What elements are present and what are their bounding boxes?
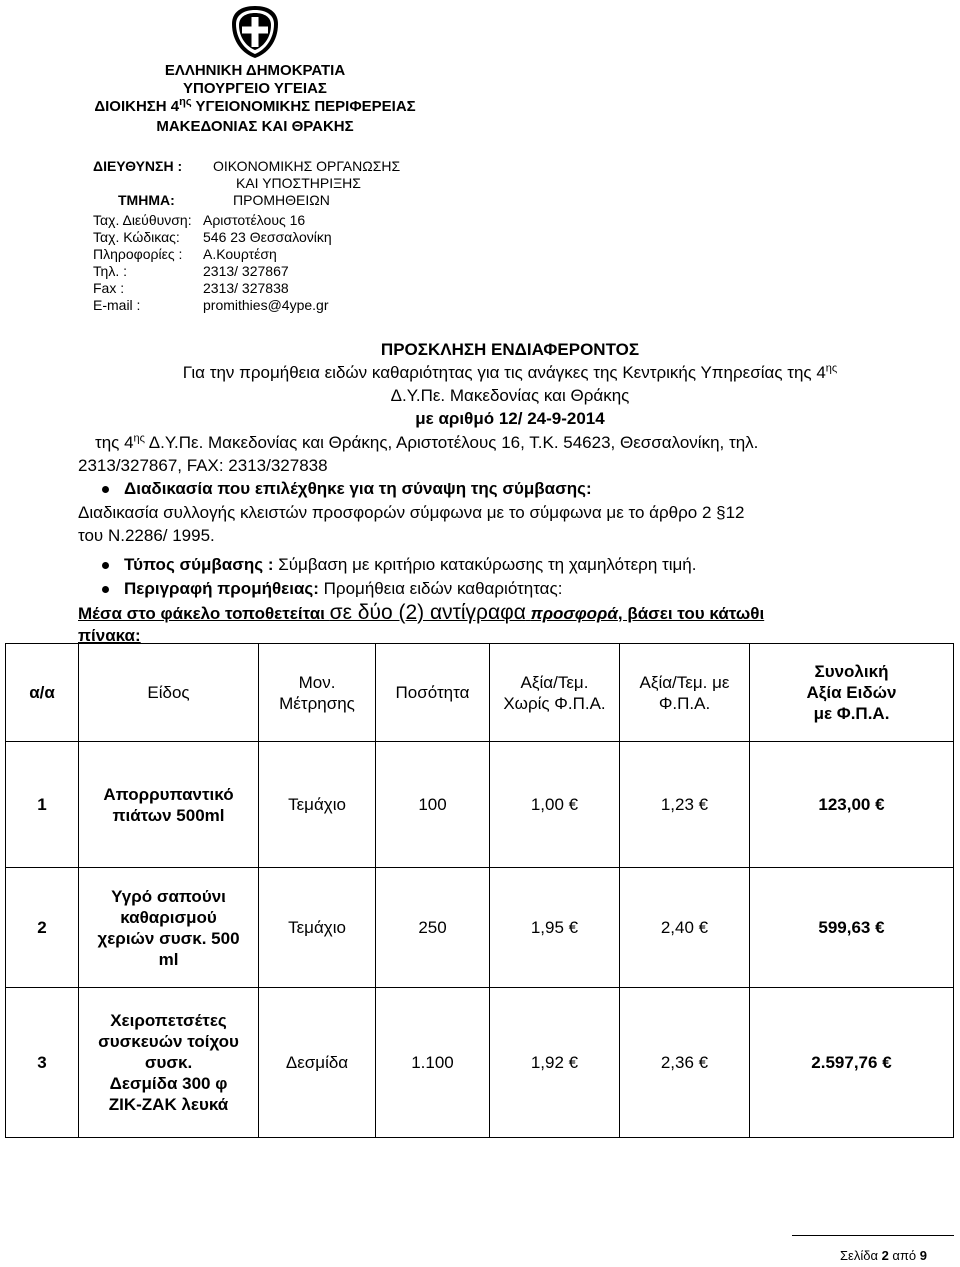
euro-icon: € bbox=[568, 1053, 579, 1072]
cell-price: 1,00 € bbox=[490, 742, 620, 868]
items-table bbox=[5, 643, 954, 1138]
bullet-dot-icon bbox=[102, 586, 109, 593]
euro-icon: € bbox=[698, 1053, 709, 1072]
header-region: ΜΑΚΕΔΟΝΙΑΣ ΚΑΙ ΘΡΑΚΗΣ bbox=[156, 118, 354, 135]
cell-price-vat: 2,40 € bbox=[620, 868, 750, 988]
bullet-procedure-text: Διαδικασία συλλογής κλειστών προσφορών σύμφωνα με το σύμφωνα με το άρθρο 2 §12 bbox=[78, 503, 745, 522]
bullet-dot-icon bbox=[102, 486, 109, 493]
bullet-procedure-text-2: του Ν.2286/ 1995. bbox=[78, 526, 215, 545]
header-price-vat: Αξία/Τεμ. με Φ.Π.Α. bbox=[620, 644, 750, 742]
contact-row: Ταχ. Διεύθυνση: Αριστοτέλους 16 bbox=[93, 212, 306, 228]
header-ministry: ΥΠΟΥΡΓΕΙΟ ΥΓΕΙΑΣ bbox=[183, 80, 327, 97]
contact-row: Ταχ. Κώδικας: 546 23 Θεσσαλονίκη bbox=[93, 229, 332, 245]
footer-divider bbox=[792, 1235, 954, 1236]
euro-icon: € bbox=[698, 795, 709, 814]
cell-qty: 1.100 bbox=[376, 988, 490, 1138]
invitation-number: με αριθμό 12/ 24-9-2014 bbox=[415, 409, 605, 428]
cell-aa: 1 bbox=[6, 742, 79, 868]
cell-price: 1,95 € bbox=[490, 868, 620, 988]
cell-item: Απορρυπαντικό πιάτων 500ml bbox=[79, 742, 259, 868]
envelope-instruction: Μέσα στο φάκελο τοποθετείται σε δύο (2) αντίγραφα προσφορά, βάσει του κάτωθι bbox=[78, 601, 765, 624]
invitation-phone-fax: 2313/327867, FAX: 2313/327838 bbox=[78, 456, 328, 475]
contact-block bbox=[93, 212, 513, 314]
cell-unit: Δεσμίδα bbox=[259, 988, 376, 1138]
cell-price-vat: 2,36 € bbox=[620, 988, 750, 1138]
cell-total: 123,00 € bbox=[750, 742, 954, 868]
contact-row: E-mail : promithies@4ype.gr bbox=[93, 297, 329, 313]
table-row bbox=[6, 868, 954, 988]
directorate-row: ΔΙΕΥΘΥΝΣΗ : ΟΙΚΟΝΟΜΙΚΗΣ ΟΡΓΑΝΩΣΗΣ bbox=[93, 158, 401, 174]
table-header-row bbox=[6, 644, 954, 742]
euro-icon: € bbox=[568, 918, 579, 937]
cell-price-vat: 1,23 € bbox=[620, 742, 750, 868]
directorate-row: ΤΜΗΜΑ: ΠΡΟΜΗΘΕΙΩΝ bbox=[118, 192, 330, 208]
cell-price: 1,92 € bbox=[490, 988, 620, 1138]
bullet-contract-type: Τύπος σύμβασης : Σύμβαση με κριτήριο κατακύρωσης τη χαμηλότερη τιμή. bbox=[124, 555, 697, 574]
contact-row: Τηλ. : 2313/ 327867 bbox=[93, 263, 289, 279]
invitation-subject: Για την προμήθεια ειδών καθαριότητας για τις ανάγκες της Κεντρικής Υπηρεσίας της $4^{\eta\varsigma}$ bbox=[182, 362, 838, 382]
contact-row: Fax : 2313/ 327838 bbox=[93, 280, 289, 296]
header-item: Είδος bbox=[79, 644, 259, 742]
invitation-subject-line2: Δ.Υ.Πε. Μακεδονίας και Θράκης bbox=[390, 386, 630, 405]
envelope-instruction-line2: πίνακα: bbox=[78, 626, 141, 645]
invitation-title: ΠΡΟΣΚΛΗΣΗ ΕΝΔΙΑΦΕΡΟΝΤΟΣ bbox=[380, 340, 640, 359]
header-aa: α/α bbox=[6, 644, 79, 742]
euro-icon: € bbox=[882, 1053, 892, 1072]
euro-icon: € bbox=[875, 918, 885, 937]
directorate-block bbox=[93, 158, 513, 209]
greek-coat-of-arms-icon bbox=[229, 4, 281, 60]
cell-item: Υγρό σαπούνι καθαρισμού χεριών συσκ. 500 ml bbox=[79, 868, 259, 988]
header-administration: ΔΙΟΙΚΗΣΗ $4^{\eta\varsigma}$ ΥΓΕΙΟΝΟΜΙΚΗΣ ΠΕΡΙΦΕΡΕΙΑΣ bbox=[94, 96, 416, 115]
cell-aa: 2 bbox=[6, 868, 79, 988]
cell-qty: 250 bbox=[376, 868, 490, 988]
page-number: Σελίδα 2 από 9 bbox=[839, 1248, 927, 1263]
cell-unit: Τεμάχιο bbox=[259, 742, 376, 868]
cell-total: 2.597,76 € bbox=[750, 988, 954, 1138]
euro-icon: € bbox=[875, 795, 885, 814]
bullet-dot-icon bbox=[102, 562, 109, 569]
euro-icon: € bbox=[698, 918, 709, 937]
invitation-address: της $4^{\eta\varsigma}$ Δ.Υ.Πε. Μακεδονίας και Θράκης, Αριστοτέλους 16, Τ.Κ. 54623, Θεσσαλονίκη, τηλ. bbox=[95, 432, 759, 452]
header-country: ΕΛΛΗΝΙΚΗ ΔΗΜΟΚΡΑΤΙΑ bbox=[164, 62, 346, 79]
header-unit: Μον. Μέτρησης bbox=[259, 644, 376, 742]
cell-aa: 3 bbox=[6, 988, 79, 1138]
cell-item: Χειροπετσέτες συσκευών τοίχου συσκ. Δεσμίδα 300 φ ΖΙΚ-ΖΑΚ λευκά bbox=[79, 988, 259, 1138]
cell-total: 599,63 € bbox=[750, 868, 954, 988]
euro-icon: € bbox=[568, 795, 579, 814]
bullet-procedure-label: Διαδικασία που επιλέχθηκε για τη σύναψη της σύμβασης: bbox=[124, 479, 592, 498]
header-price: Αξία/Τεμ. Χωρίς Φ.Π.Α. bbox=[490, 644, 620, 742]
contact-row: Πληροφορίες : Α.Κουρτέση bbox=[93, 246, 277, 262]
header-qty: Ποσότητα bbox=[376, 644, 490, 742]
directorate-row: ΚΑΙ ΥΠΟΣΤΗΡΙΞΗΣ bbox=[236, 175, 361, 191]
cell-unit: Τεμάχιο bbox=[259, 868, 376, 988]
header-total: Συνολική Αξία Ειδών με Φ.Π.Α. bbox=[750, 644, 954, 742]
bullet-description: Περιγραφή προμήθειας: Προμήθεια ειδών καθαριότητας: bbox=[124, 579, 563, 598]
table-row bbox=[6, 988, 954, 1138]
cell-qty: 100 bbox=[376, 742, 490, 868]
table-row bbox=[6, 742, 954, 868]
